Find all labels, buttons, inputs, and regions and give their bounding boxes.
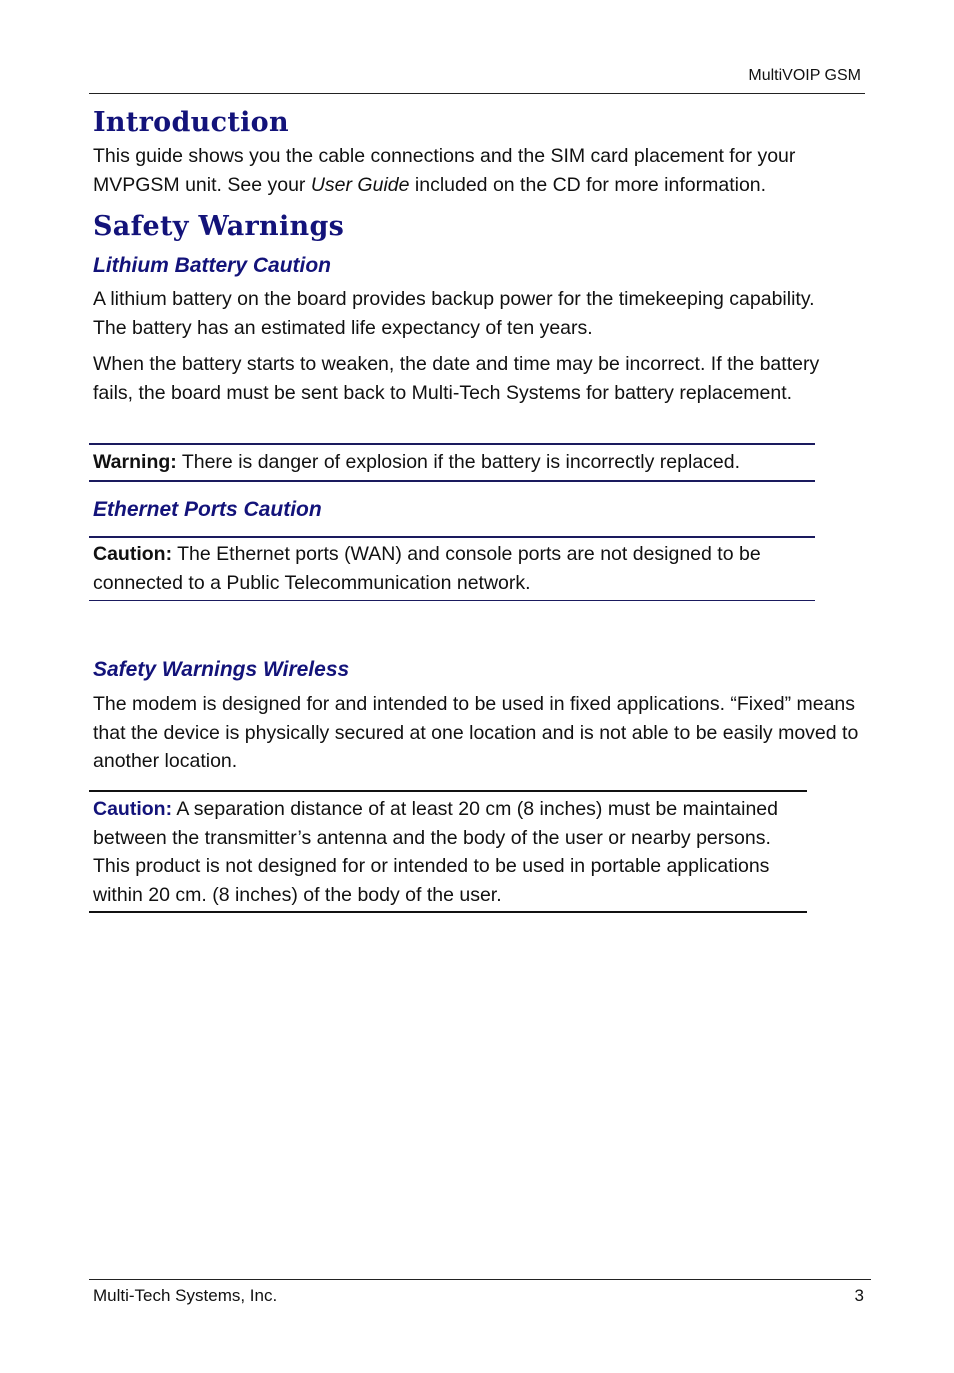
- ethernet-heading: Ethernet Ports Caution: [93, 498, 322, 521]
- warning-label: Warning:: [93, 451, 177, 473]
- ethernet-caution-label: Caution:: [93, 543, 173, 565]
- intro-text-2: included on the CD for more information.: [409, 173, 767, 196]
- footer-rule: [89, 1279, 871, 1280]
- wireless-rule-top: [89, 790, 807, 792]
- warning-rule-top: [89, 443, 815, 445]
- intro-text-italic: User Guide: [310, 173, 410, 196]
- intro-text-1: This guide shows you the cable connections and the SIM card placement for your MVPGSM unit. See your: [93, 145, 796, 196]
- warning-rule-bottom: [89, 480, 815, 482]
- wireless-caution-label: Caution:: [93, 798, 173, 820]
- intro-paragraph: [93, 142, 868, 199]
- wireless-caution-text: A separation distance of at least 20 cm (8 inches) must be maintained between the transmitter’s antenna and the body of the user or nearby persons. This product is not designed for or intended to be used in portable applications within 20 cm. (8 inches) of the body of the user.: [93, 798, 778, 906]
- warning-text: There is danger of explosion if the battery is incorrectly replaced.: [176, 451, 741, 473]
- wireless-heading: Safety Warnings Wireless: [93, 658, 350, 681]
- safety-title: Safety Warnings: [93, 211, 345, 242]
- ethernet-rule-bottom: [89, 600, 815, 601]
- running-header: MultiVOIP GSM: [748, 67, 861, 84]
- ethernet-caution-note: [93, 540, 803, 597]
- ethernet-caution-text: The Ethernet ports (WAN) and console ports are not designed to be connected to a Public Telecommunication network.: [93, 543, 761, 594]
- lithium-para-2: When the battery starts to weaken, the date and time may be incorrect. If the battery fails, the board must be sent back to Multi-Tech Systems for battery replacement.: [93, 353, 820, 404]
- wireless-para: The modem is designed for and intended to be used in fixed applications. “Fixed” means that the device is physically secured at one location and is not able to be easily moved to another location.: [93, 693, 859, 773]
- lithium-heading: Lithium Battery Caution: [93, 254, 332, 277]
- wireless-caution-note: [93, 795, 805, 909]
- wireless-rule-bottom: [89, 911, 807, 913]
- ethernet-rule-top: [89, 536, 815, 538]
- lithium-para-1: A lithium battery on the board provides backup power for the timekeeping capability. The battery has an estimated life expectancy of ten years.: [93, 288, 815, 339]
- header-rule: [89, 93, 865, 94]
- page-number: 3: [854, 1286, 864, 1305]
- footer-company: Multi-Tech Systems, Inc.: [93, 1286, 278, 1305]
- intro-title: Introduction: [93, 107, 289, 138]
- warning-note: [93, 448, 815, 477]
